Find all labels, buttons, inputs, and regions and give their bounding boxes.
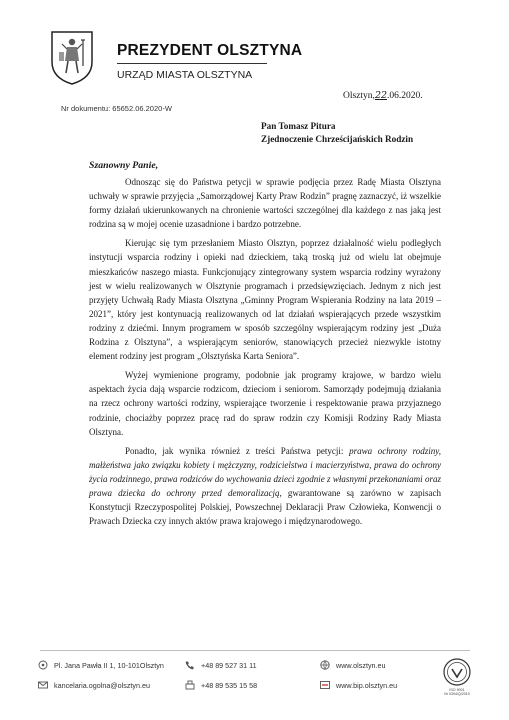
bip-link[interactable]: www.bip.olsztyn.eu xyxy=(336,680,398,690)
website-link[interactable]: www.olsztyn.eu xyxy=(336,660,386,670)
email-link[interactable]: kancelaria.ogolna@olsztyn.eu xyxy=(54,680,150,690)
footer-fax xyxy=(185,680,257,690)
paragraph-4-rest: gwarantowane są zarówno w zapisach Konstytucji Rzeczypospolitej Polskiej, Powszechnej Deklaracji Praw Człowieka, Konwencji o Prawach Dziecka czy innych aktów prawa krajowego i międzynarodowego. xyxy=(89,487,441,527)
office-name: URZĄD MIASTA OLSZTYNA xyxy=(117,69,253,81)
document-number: Nr dokumentu: 65652.06.2020-W xyxy=(61,104,172,113)
place-date xyxy=(343,90,423,101)
telephone-icon xyxy=(185,660,195,670)
paragraph-4-intro: Ponadto, jak wynika również z treści Państwa petycji: xyxy=(125,445,344,456)
footer-phone xyxy=(185,660,257,670)
footer-bip xyxy=(320,680,397,690)
bip-icon xyxy=(320,680,330,690)
phone-text: +48 89 527 31 11 xyxy=(201,660,257,670)
letter-body xyxy=(89,175,441,533)
paragraph-4-rights: prawa ochrony rodziny, małżeństwa jako związku kobiety i mężczyzny, rodzicielstwa i macierzyństwa, prawa do ochrony życia rodzinnego, prawa rodziców do wychowania dzieci zgodnie z własnymi przekonaniami oraz prawa dziecka do ochrony przed demoralizacją, xyxy=(89,445,442,498)
paragraph-4 xyxy=(89,444,441,529)
paragraph-2: Kierując się tym przesłaniem Miasto Olsztyn, poprzez działalność wielu podległych instytucji wsparcia rodziny i opieki nad dzieckiem, taką troską już od wielu lat obejmuje mieszkańców naszego miasta. Funkcjonujący zintegrowany system wsparcia rodziny wyrażony jest w wielu realizowanych w Olsztynie programach i przedsięwzięciach. Jednym z nich jest przyjęty Uchwałą Rady Miasta Olsztyna „Gminny Program Wspierania Rodziny na lata 2019 – 2021”, który jest kontynuacją realizowanych od lat działań wspierających przede wszystkim rodziny z dziećmi. Innym programem w sposób szczególny wspierającym rodziny jest „Duża Rodzina z Olsztyna”, a wspierającym seniorów, stanowiących przecież niezwykle istotny element rodziny jest program „Olsztyńska Karta Seniora”. xyxy=(89,238,441,362)
iso-certification-badge xyxy=(440,657,474,705)
olsztyn-coat-of-arms-icon xyxy=(50,30,94,86)
fax-icon xyxy=(185,680,195,690)
footer-email xyxy=(38,680,150,690)
iso-standard: ISO 9001 xyxy=(449,688,465,693)
footer-address xyxy=(38,660,164,670)
recipient-name: Pan Tomasz Pitura xyxy=(261,121,336,131)
salutation: Szanowny Panie, xyxy=(89,160,159,171)
footer-divider xyxy=(40,650,470,651)
date-rest: .06.2020. xyxy=(387,91,423,101)
globe-icon xyxy=(320,660,330,670)
iso-number: Nr 0394/Q/2010 xyxy=(444,692,470,697)
recipient-organization: Zjednoczenie Chrześcijańskich Rodzin xyxy=(261,134,414,144)
recipient-block xyxy=(261,120,413,146)
place: Olsztyn, xyxy=(343,91,375,101)
handwritten-day: 22 xyxy=(374,90,388,101)
footer-website xyxy=(320,660,386,670)
location-pin-icon xyxy=(38,660,48,670)
fax-text: +48 89 535 15 58 xyxy=(201,680,258,690)
header-divider xyxy=(117,63,267,64)
envelope-icon xyxy=(38,680,48,690)
page-title: PREZYDENT OLSZTYNA xyxy=(117,42,303,59)
paragraph-3: Wyżej wymienione programy, podobnie jak programy krajowe, w bardzo wielu aspektach życia dają wsparcie rodzicom, dzieciom i seniorom. Samorządy podejmują działania na rzecz ochrony wartości rodziny, wspierające tworzenie i respektowanie prawa przyjaznego rodzinie, chociażby poprzez pracę rad do spraw rodzin czy Komisji Rodziny Rady Miasta Olsztyna. xyxy=(89,370,441,437)
address-text: Pl. Jana Pawła II 1, 10-101Olsztyn xyxy=(54,660,164,670)
paragraph-1: Odnosząc się do Państwa petycji w sprawie podjęcia przez Radę Miasta Olsztyna uchwały w sprawie przyjęcia „Samorządowej Karty Praw Rodzin” pragnę zaznaczyć, iż wszelkie formy działań ukierunkowanych na chronienie wartości szczególnej dla każdego z nas jaką jest rodzina są w mojej ocenie uzasadnione i bardzo potrzebne. xyxy=(89,177,441,230)
